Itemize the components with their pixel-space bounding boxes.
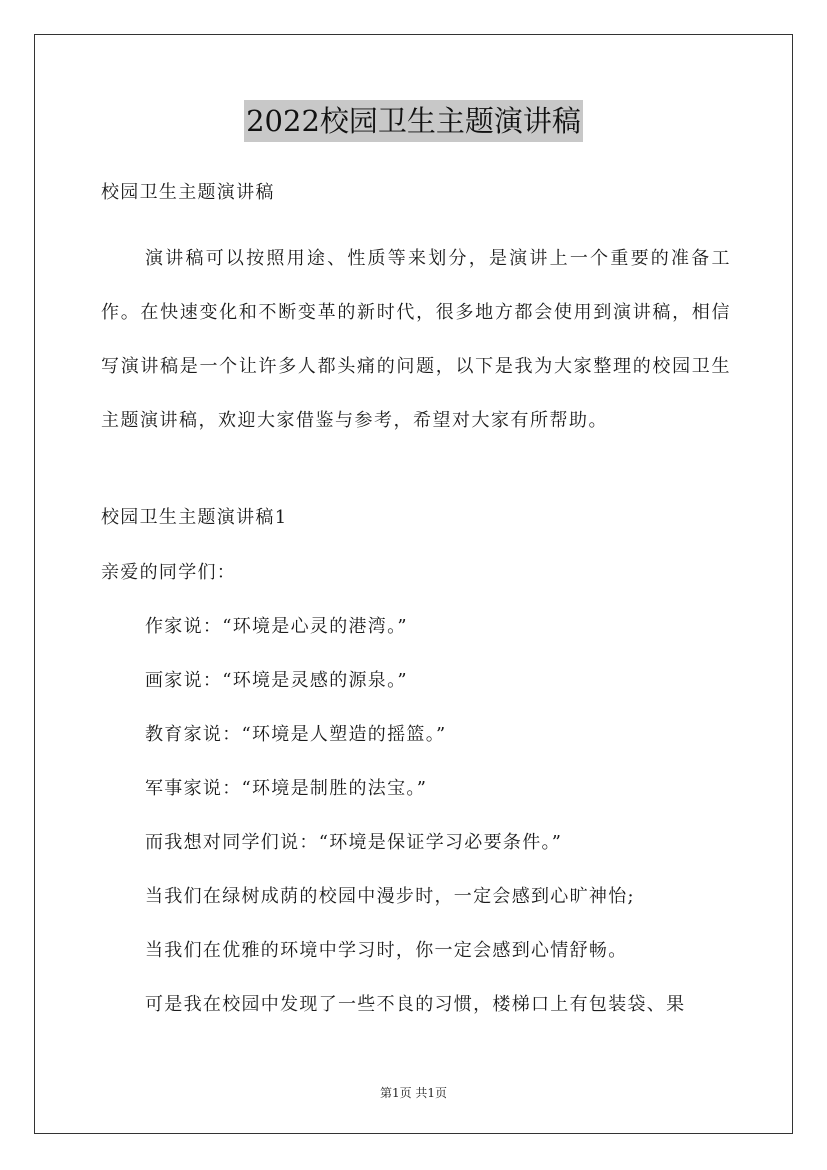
intro-text: 演讲稿可以按照用途、性质等来划分，是演讲上一个重要的准备工作。在快速变化和不断变革的新时代，很多地方都会使用到演讲稿，相信写演讲稿是一个让许多人都头痛的问题，以下是我为大家整理的校园卫生主题演讲稿，欢迎大家借鉴与参考，希望对大家有所帮助。 [101, 248, 731, 431]
document-title-text: 2022校园卫生主题演讲稿 [244, 100, 583, 142]
document-title [0, 100, 827, 142]
body-line: 画家说：“环境是灵感的源泉。” [145, 670, 408, 691]
body-line: 当我们在绿树成荫的校园中漫步时，一定会感到心旷神怡; [145, 886, 635, 907]
body-line: 军事家说：“环境是制胜的法宝。” [145, 778, 428, 799]
intro-paragraph [101, 232, 731, 448]
section-heading: 校园卫生主题演讲稿1 [101, 507, 288, 528]
body-line: 当我们在优雅的环境中学习时，你一定会感到心情舒畅。 [145, 940, 628, 961]
body-line: 教育家说：“环境是人塑造的摇篮。” [145, 724, 447, 745]
salutation: 亲爱的同学们： [101, 562, 237, 583]
document-subtitle: 校园卫生主题演讲稿 [101, 182, 275, 203]
body-line: 作家说：“环境是心灵的港湾。” [145, 616, 408, 637]
page-footer: 第1页 共1页 [379, 1086, 448, 1100]
body-line: 可是我在校园中发现了一些不良的习惯，楼梯口上有包装袋、果 [145, 994, 686, 1015]
body-line: 而我想对同学们说：“环境是保证学习必要条件。” [145, 832, 563, 853]
